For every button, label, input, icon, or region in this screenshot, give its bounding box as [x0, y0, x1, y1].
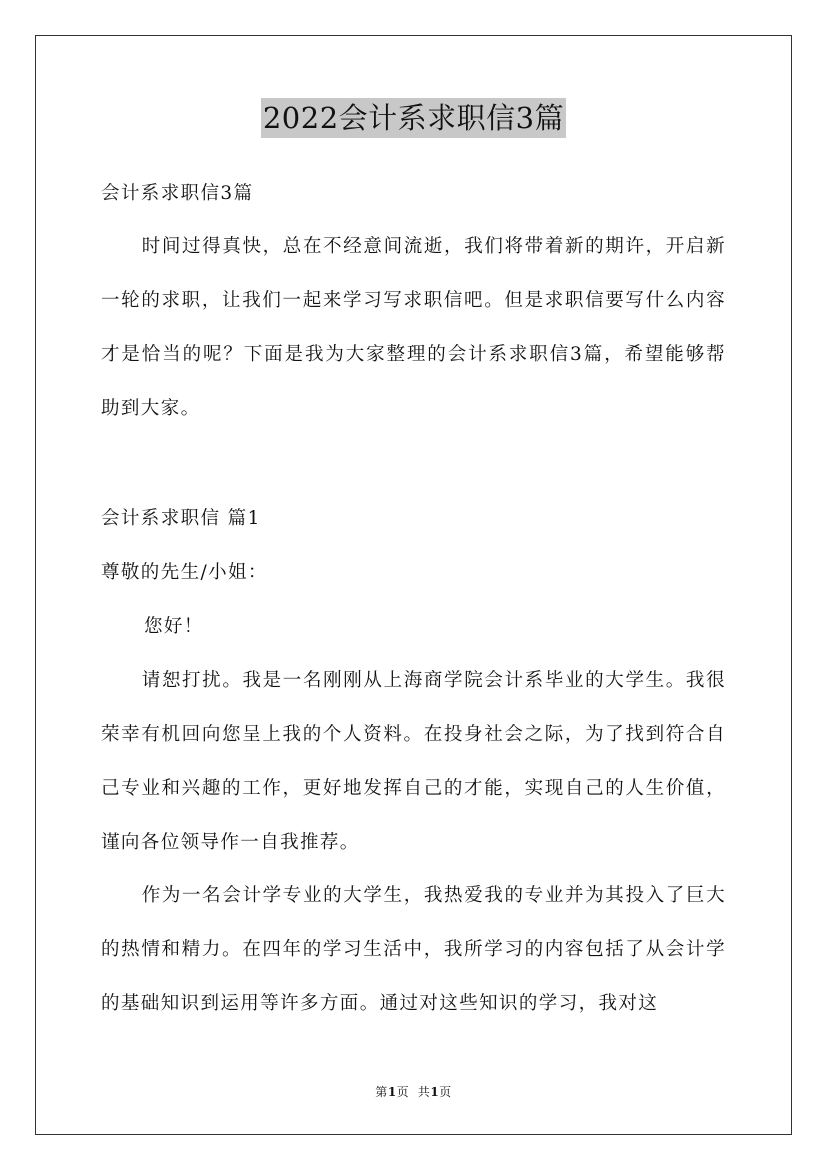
footer-suffix: 页: [439, 1085, 452, 1099]
greeting: 您好！: [144, 616, 204, 637]
intro-paragraph: 时间过得真快，总在不经意间流逝，我们将带着新的期许，开启新一轮的求职，让我们一起来学习写求职信吧。但是求职信要写什么内容才是恰当的呢？下面是我为大家整理的会计系求职信3篇，希望能够帮助到大家。: [101, 236, 726, 419]
page-footer: [0, 1083, 827, 1100]
footer-mid: 页 共: [396, 1085, 431, 1099]
title-container: [0, 98, 827, 138]
footer-page-number: 1: [387, 1085, 397, 1099]
section-heading: 会计系求职信 篇1: [101, 508, 261, 529]
body-paragraph-2: 作为一名会计学专业的大学生，我热爱我的专业并为其投入了巨大的热情和精力。在四年的学习生活中，我所学习的内容包括了从会计学的基础知识到运用等许多方面。通过对这些知识的学习，我对这: [101, 885, 726, 1014]
salutation: 尊敬的先生/小姐：: [101, 562, 268, 583]
body-paragraph-1: 请恕打扰。我是一名刚刚从上海商学院会计系毕业的大学生。我很荣幸有机回向您呈上我的个人资料。在投身社会之际，为了找到符合自己专业和兴趣的工作，更好地发挥自己的才能，实现自己的人生价值，谨向各位领导作一自我推荐。: [101, 670, 726, 853]
document-title: 2022会计系求职信3篇: [261, 98, 566, 138]
subtitle: 会计系求职信3篇: [101, 183, 254, 204]
footer-prefix: 第: [375, 1085, 388, 1099]
footer-total-pages: 1: [430, 1085, 440, 1099]
